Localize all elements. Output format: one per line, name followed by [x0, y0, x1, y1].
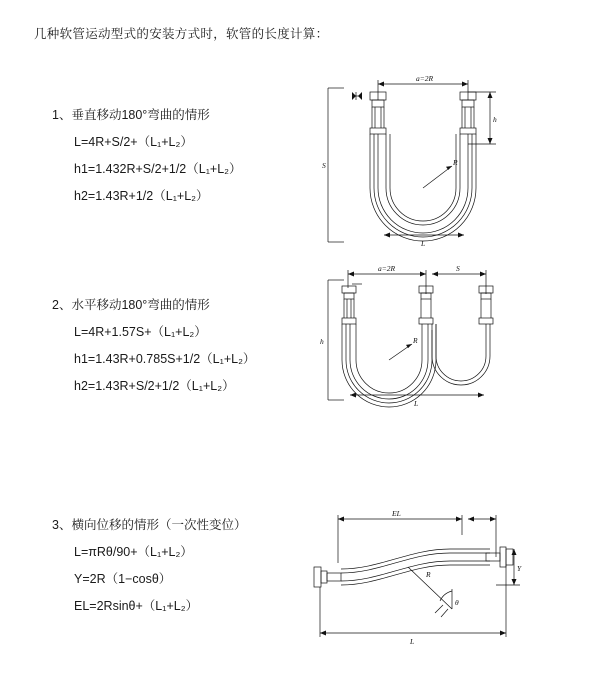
figure-label: S — [322, 161, 326, 170]
lateral-offset-diagram — [300, 505, 580, 655]
figure-label: L — [410, 637, 415, 646]
figure-lateral-offset — [300, 505, 580, 655]
formula-line: L=4R+1.57S+（L₁+L₂） — [74, 325, 207, 339]
figure-label: a=2R — [416, 74, 434, 83]
figure-label: S — [456, 264, 460, 273]
figure-label: θ — [455, 598, 459, 607]
figure-vertical-180-bend — [300, 70, 580, 260]
figure-label: Y — [517, 564, 522, 573]
formula-line: L=πRθ/90+（L₁+L₂） — [74, 545, 193, 559]
formula-line: Y=2R（1−cosθ） — [74, 572, 172, 586]
figure-label: a=2R — [378, 264, 396, 273]
section-heading: 3、横向位移的情形（一次性变位） — [52, 518, 247, 532]
section-text-block — [52, 295, 312, 403]
figure-horizontal-180-bend — [300, 260, 580, 450]
formula-line: h1=1.43R+0.785S+1/2（L₁+L₂） — [74, 352, 256, 366]
section-heading: 1、垂直移动180°弯曲的情形 — [52, 108, 210, 122]
vertical-180-bend-diagram — [300, 70, 580, 260]
formula-line: L=4R+S/2+（L₁+L₂） — [74, 135, 193, 149]
figure-label: R — [453, 158, 458, 167]
figure-label: R — [413, 336, 418, 345]
horizontal-180-bend-diagram — [300, 260, 580, 450]
section-text-block — [52, 515, 312, 623]
section-text-block — [52, 105, 312, 213]
formula-line: h1=1.432R+S/2+1/2（L₁+L₂） — [74, 162, 242, 176]
section-heading: 2、水平移动180°弯曲的情形 — [52, 298, 210, 312]
figure-label: EL — [392, 509, 401, 518]
figure-label: L — [421, 239, 426, 248]
formula-line: h2=1.43R+1/2（L₁+L₂） — [74, 189, 209, 203]
formula-line: EL=2Rsinθ+（L₁+L₂） — [74, 599, 199, 613]
figure-label: h — [320, 337, 324, 346]
figure-label: R — [426, 570, 431, 579]
page-title: 几种软管运动型式的安装方式时，软管的长度计算： — [34, 27, 329, 41]
figure-label: L — [414, 399, 419, 408]
figure-label: h — [493, 115, 497, 124]
formula-line: h2=1.43R+S/2+1/2（L₁+L₂） — [74, 379, 235, 393]
